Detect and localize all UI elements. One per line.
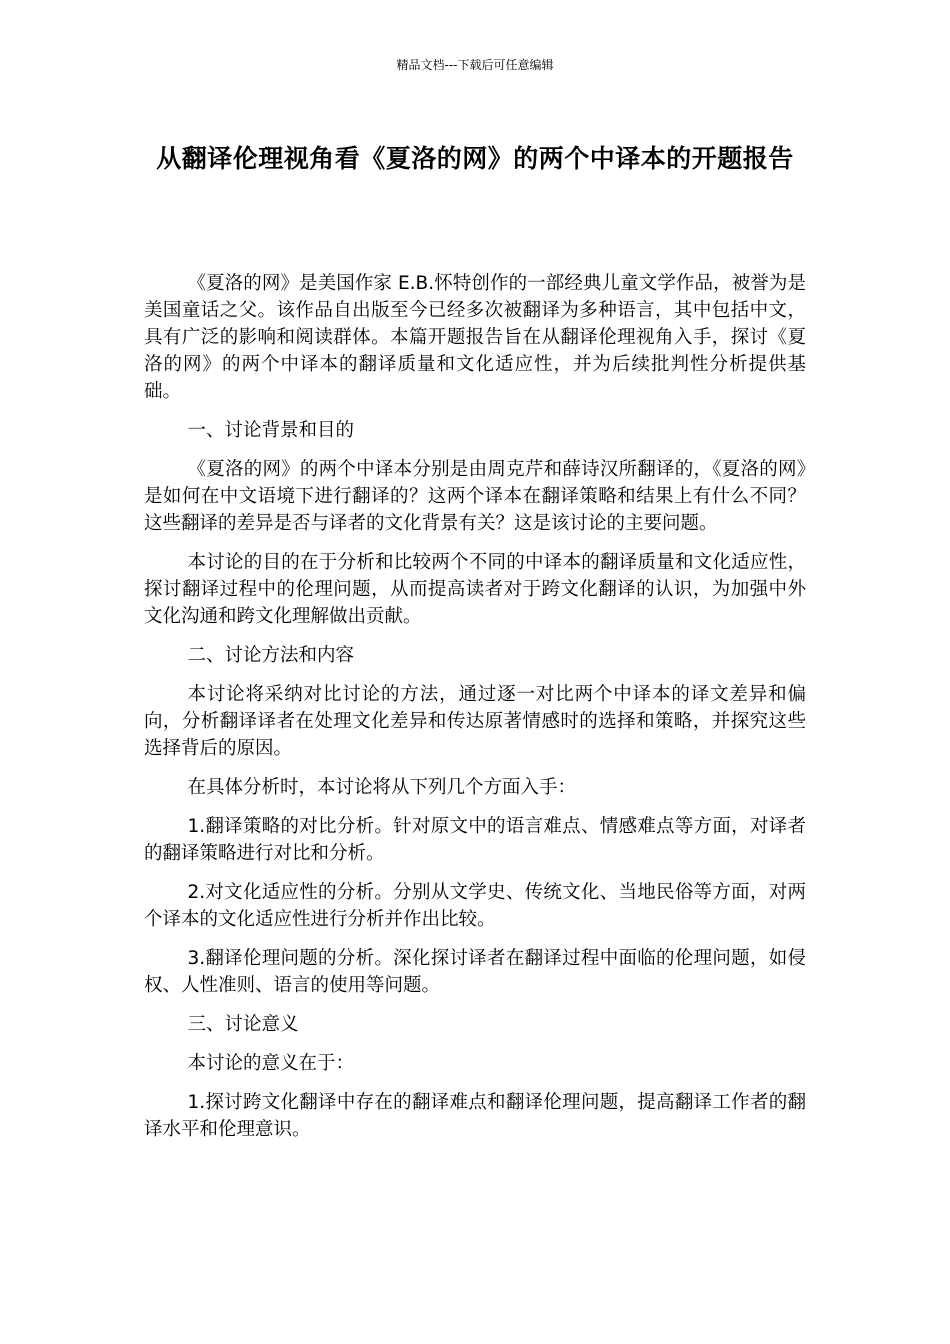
section-heading-method: 二、讨论方法和内容 <box>187 645 354 666</box>
section-heading-background: 一、讨论背景和目的 <box>187 420 354 441</box>
significance-item-1: 1.探讨跨文化翻译中存在的翻译难点和翻译伦理问题，提高翻译工作者的翻译水平和伦理意识。 <box>144 1092 806 1140</box>
method-paragraph: 本讨论将采纳对比讨论的方法，通过逐一对比两个中译本的译文差异和偏向，分析翻译译者在处理文化差异和传达原著情感时的选择和策略，并探究这些选择背后的原因。 <box>144 684 806 759</box>
background-paragraph: 《夏洛的网》的两个中译本分别是由周克芹和薛诗汉所翻译的，《夏洛的网》是如何在中文语境下进行翻译的？这两个译本在翻译策略和结果上有什么不同？这些翻译的差异是否与译者的文化背景有关？这是该讨论的主要问题。 <box>144 459 806 534</box>
section-heading-significance: 三、讨论意义 <box>187 1014 299 1035</box>
method-item-1: 1.翻译策略的对比分析。针对原文中的语言难点、情感难点等方面，对译者的翻译策略进行对比和分析。 <box>144 816 806 864</box>
method-item-3: 3.翻译伦理问题的分析。深化探讨译者在翻译过程中面临的伦理问题，如侵权、人性准则、语言的使用等问题。 <box>144 948 806 996</box>
purpose-paragraph: 本讨论的目的在于分析和比较两个不同的中译本的翻译质量和文化适应性，探讨翻译过程中的伦理问题，从而提高读者对于跨文化翻译的认识，为加强中外文化沟通和跨文化理解做出贡献。 <box>144 552 806 627</box>
document-title: 从翻译伦理视角看《夏洛的网》的两个中译本的开题报告 <box>156 144 794 173</box>
page-header: 精品文档---下载后可任意编辑 <box>396 58 554 72</box>
intro-paragraph: 《夏洛的网》是美国作家 E.B.怀特创作的一部经典儿童文学作品，被誉为是美国童话之父。该作品自出版至今已经多次被翻译为多种语言，其中包括中文，具有广泛的影响和阅读群体。本篇开题报告旨在从翻译伦理视角入手，探讨《夏洛的网》的两个中译本的翻译质量和文化适应性，并为后续批判性分析提供基础。 <box>144 273 806 402</box>
method-item-2: 2.对文化适应性的分析。分别从文学史、传统文化、当地民俗等方面，对两个译本的文化适应性进行分析并作出比较。 <box>144 882 806 930</box>
method-intro-paragraph: 在具体分析时，本讨论将从下列几个方面入手： <box>187 777 576 798</box>
document-body <box>144 270 806 1155</box>
significance-intro-paragraph: 本讨论的意义在于： <box>187 1053 354 1074</box>
